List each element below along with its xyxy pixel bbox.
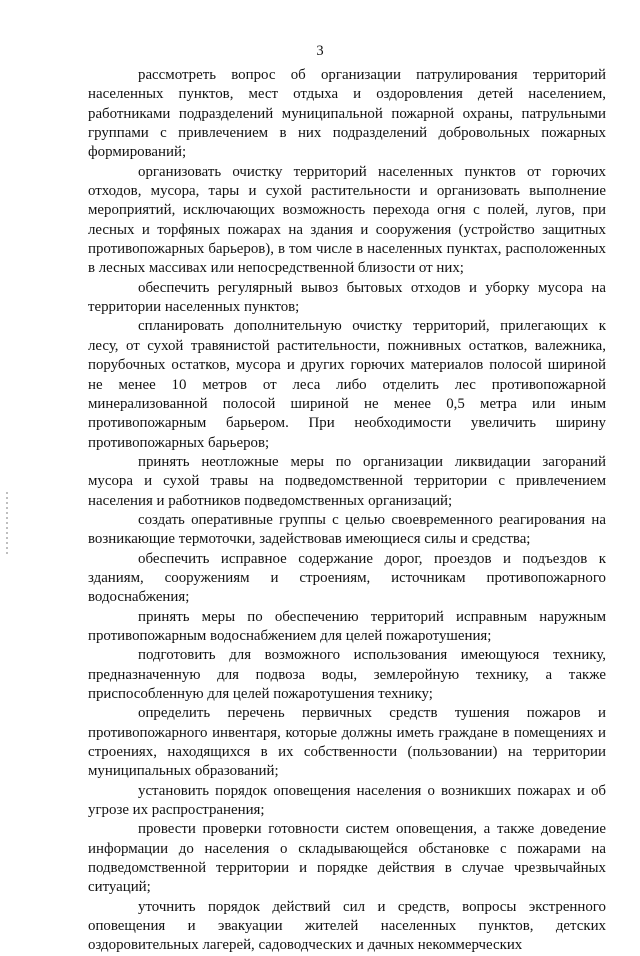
margin-scan-mark (6, 492, 8, 554)
paragraph-fire-tools: определить перечень первичных средств тушения пожаров и противопожарного инвентаря, которые должны иметь граждане в помещениях и строениях, находящихся в их собственности (пользовании) на территории муниципальных образований; (88, 705, 606, 780)
paragraph-evacuation: уточнить порядок действий сил и средств, вопросы экстренного оповещения и эвакуации жителей населенных пунктов, детских оздоровительных лагерей, садоводческих и дачных некоммерческих (88, 898, 606, 954)
paragraph-fire-liquidation: принять неотложные меры по организации ликвидации загораний мусора и сухой травы на подведомственной территории с привлечением населения и работников подведомственных организаций; (88, 453, 606, 509)
page-number: 3 (316, 43, 324, 59)
paragraph-equipment: подготовить для возможного использования имеющуюся технику, предназначенную для подвоза воды, землеройную технику, а также приспособленную для целей пожаротушения технику; (88, 647, 606, 702)
paragraph-operational-groups: создать оперативные группы с целью своевременного реагирования на возникающие термоточки, задействовав имеющиеся силы и средства; (88, 511, 606, 548)
document-body (88, 66, 606, 956)
paragraph-patrol: рассмотреть вопрос об организации патрулирования территорий населенных пунктов, мест отдыха и оздоровления детей населением, работниками подразделений муниципальной пожарной охраны, патрульными группами с привлечением в них подразделений добровольных пожарных формирований; (88, 67, 606, 161)
paragraph-waste-removal: обеспечить регулярный вывоз бытовых отходов и уборку мусора на территории населенных пунктов; (88, 279, 606, 316)
paragraph-water-supply: принять меры по обеспечению территорий исправным наружным противопожарным водоснабжением для целей пожаротушения; (88, 608, 606, 644)
paragraph-cleanup: организовать очистку территорий населенных пунктов от горючих отходов, мусора, тары и сухой растительности и организовать выполнение мероприятий, исключающих возможность перехода огня с полей, лугов, при лесных и торфяных пожарах на здания и сооружения (устройство защитных противопожарных барьеров), в том числе в населенных пунктах, расположенных в лесных массивах или непосредственной близости от них; (88, 163, 606, 277)
paragraph-roads: обеспечить исправное содержание дорог, проездов и подъездов к зданиям, сооружениям и строениям, источникам противопожарного водоснабжения; (88, 550, 606, 606)
paragraph-notification-order: установить порядок оповещения населения о возникших пожарах и об угрозе их распространения; (88, 782, 606, 819)
paragraph-notification-check: провести проверки готовности систем оповещения, а также доведение информации до населения о складывающейся обстановке с пожарами на подведомственной территории и порядке действия в случае чрезвычайных ситуаций; (88, 821, 606, 896)
paragraph-forest-clearing: спланировать дополнительную очистку территорий, прилегающих к лесу, от сухой травянистой растительности, пожнивных остатков, валежника, порубочных остатков, мусора и других горючих материалов полосой шириной не менее 10 метров от леса либо отделить лес противопожарной минерализованной полосой шириной не менее 0,5 метра или иным противопожарным барьером. При необходимости увеличить ширину противопожарных барьеров; (88, 318, 606, 451)
